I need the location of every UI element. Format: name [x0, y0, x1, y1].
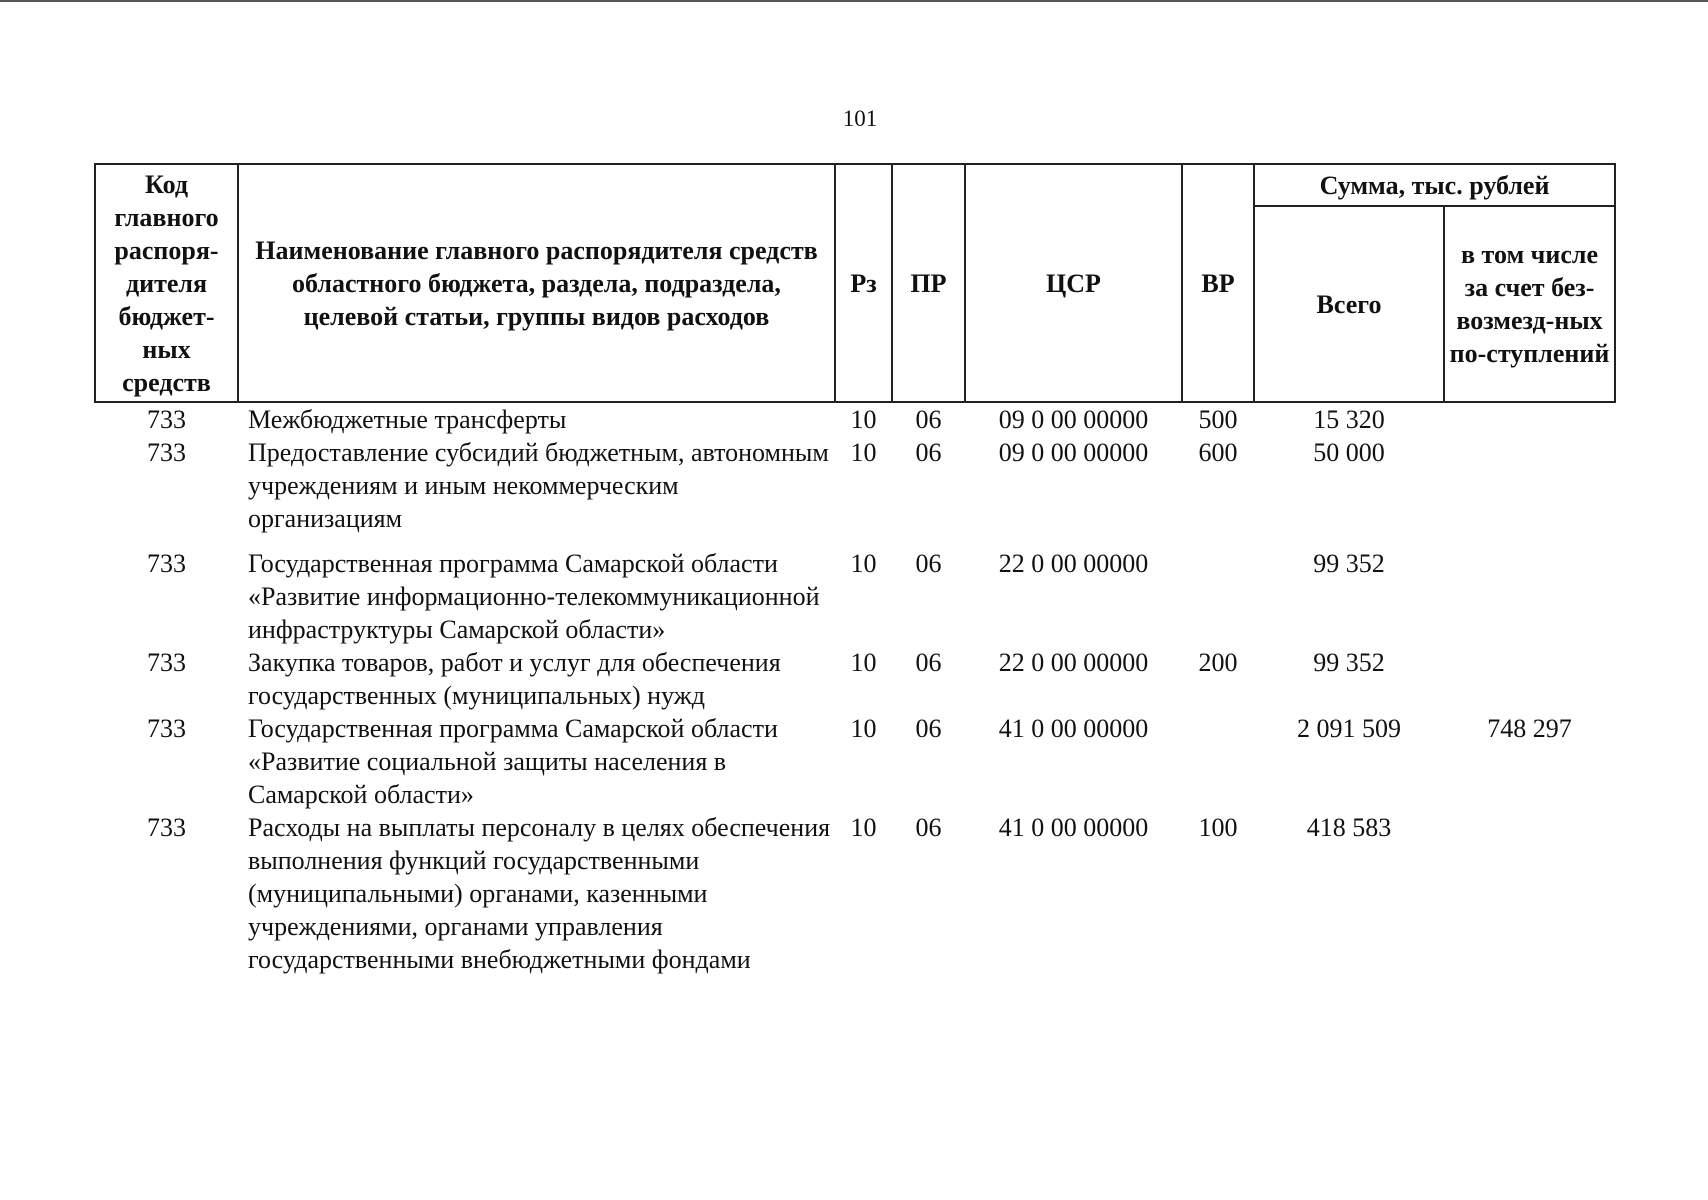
cell-rz: 10: [850, 438, 877, 467]
scan-top-edge: [0, 0, 1708, 2]
header-vr: ВР: [1182, 164, 1254, 402]
cell-vr: 600: [1198, 438, 1238, 467]
cell-name: Государственная программа Самарской области «Развитие информационно-телекоммуникационной инфраструктуры Самарской области»: [248, 549, 820, 644]
cell-csr: 22 0 00 00000: [998, 648, 1149, 677]
cell-code: 733: [147, 438, 186, 467]
cell-incl: [1444, 436, 1615, 547]
cell-vr: 100: [1198, 813, 1238, 842]
cell-pr: 06: [915, 549, 942, 578]
cell-rz: 10: [850, 549, 877, 578]
cell-csr: 41 0 00 00000: [998, 813, 1149, 842]
table-row: [95, 811, 1615, 976]
header-incl: в том числе за счет без-возмезд-ных по-ступлений: [1444, 206, 1615, 402]
cell-pr: 06: [915, 438, 942, 467]
cell-rz: 10: [850, 405, 877, 434]
header-csr: ЦСР: [965, 164, 1182, 402]
cell-pr: 06: [915, 648, 942, 677]
cell-incl: [1444, 402, 1615, 436]
cell-vr: [1182, 547, 1254, 646]
cell-incl: 748 297: [1487, 714, 1572, 743]
cell-total: 2 091 509: [1297, 714, 1401, 743]
header-name: Наименование главного распорядителя средств областного бюджета, раздела, подраздела, целевой статьи, группы видов расходов: [238, 164, 835, 402]
cell-rz: 10: [850, 714, 877, 743]
cell-code: 733: [147, 813, 186, 842]
cell-total: 418 583: [1306, 813, 1392, 842]
cell-csr: 22 0 00 00000: [998, 549, 1149, 578]
budget-table: [94, 163, 1616, 976]
cell-vr: 500: [1198, 405, 1238, 434]
cell-incl: [1444, 547, 1615, 646]
cell-csr: 41 0 00 00000: [998, 714, 1149, 743]
table-row: [95, 436, 1615, 547]
cell-code: 733: [147, 549, 186, 578]
cell-total: 50 000: [1313, 438, 1385, 467]
header-rz: Рз: [835, 164, 892, 402]
table-row: [95, 712, 1615, 811]
cell-code: 733: [147, 405, 186, 434]
table-body: [95, 402, 1615, 976]
cell-name: Государственная программа Самарской области «Развитие социальной защиты населения в Самарской области»: [248, 714, 778, 809]
header-code: Код главного распоря-дителя бюджет-ных средств: [95, 164, 238, 402]
cell-total: 15 320: [1313, 405, 1385, 434]
header-pr: ПР: [892, 164, 965, 402]
table-row: [95, 646, 1615, 712]
cell-pr: 06: [915, 714, 942, 743]
cell-name: Межбюджетные трансферты: [248, 405, 567, 434]
cell-total: 99 352: [1313, 549, 1385, 578]
cell-rz: 10: [850, 648, 877, 677]
cell-vr: 200: [1198, 648, 1238, 677]
table-row: [95, 547, 1615, 646]
cell-vr: [1182, 712, 1254, 811]
cell-code: 733: [147, 648, 186, 677]
header-sum-group: Сумма, тыс. рублей: [1254, 164, 1615, 206]
cell-csr: 09 0 00 00000: [998, 405, 1149, 434]
header-total: Всего: [1254, 206, 1444, 402]
page-number: 101: [842, 106, 878, 131]
cell-pr: 06: [915, 405, 942, 434]
cell-name: Закупка товаров, работ и услуг для обеспечения государственных (муниципальных) нужд: [248, 648, 781, 710]
cell-incl: [1444, 811, 1615, 976]
table-header: [95, 164, 1615, 402]
cell-rz: 10: [850, 813, 877, 842]
cell-pr: 06: [915, 813, 942, 842]
cell-code: 733: [147, 714, 186, 743]
cell-name: Расходы на выплаты персоналу в целях обеспечения выполнения функций государственными (муниципальными) органами, казенными учреждениями, органами управления государственными внебюджетными фондами: [248, 813, 831, 974]
table-row: [95, 402, 1615, 436]
cell-name: Предоставление субсидий бюджетным, автономным учреждениям и иным некоммерческим организациям: [248, 438, 829, 533]
cell-incl: [1444, 646, 1615, 712]
cell-total: 99 352: [1313, 648, 1385, 677]
cell-csr: 09 0 00 00000: [998, 438, 1149, 467]
